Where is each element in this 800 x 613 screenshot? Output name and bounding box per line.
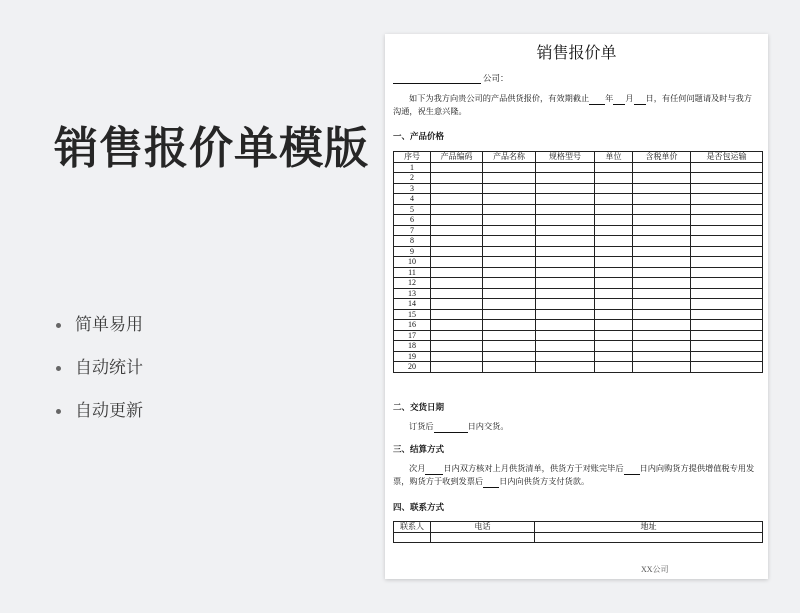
table-cell bbox=[595, 362, 633, 373]
row-number: 18 bbox=[394, 341, 431, 352]
table-cell bbox=[483, 257, 536, 268]
blank-line bbox=[613, 95, 625, 105]
table-row bbox=[394, 225, 763, 236]
table-cell bbox=[483, 299, 536, 310]
table-cell bbox=[483, 330, 536, 341]
row-number: 5 bbox=[394, 204, 431, 215]
table-row bbox=[394, 236, 763, 247]
row-number: 12 bbox=[394, 278, 431, 289]
settlement-text: 日内向购货方提供增值税专用发票，购货方于收到发票后 bbox=[393, 464, 755, 486]
table-cell bbox=[691, 362, 763, 373]
table-cell bbox=[595, 351, 633, 362]
table-cell bbox=[431, 330, 483, 341]
table-cell bbox=[633, 341, 691, 352]
table-cell bbox=[431, 246, 483, 257]
table-cell bbox=[691, 183, 763, 194]
table-cell bbox=[691, 204, 763, 215]
row-number: 6 bbox=[394, 215, 431, 226]
table-cell bbox=[691, 288, 763, 299]
table-cell bbox=[595, 288, 633, 299]
table-row bbox=[394, 257, 763, 268]
table-cell bbox=[536, 362, 595, 373]
table-cell bbox=[483, 288, 536, 299]
table-row bbox=[394, 309, 763, 320]
table-cell bbox=[595, 225, 633, 236]
table-cell bbox=[536, 257, 595, 268]
table-cell bbox=[691, 225, 763, 236]
row-number: 19 bbox=[394, 351, 431, 362]
col-header: 产品名称 bbox=[483, 152, 536, 163]
col-header: 地址 bbox=[535, 522, 763, 533]
feature-item bbox=[54, 313, 143, 356]
intro-day: 日，有任何问题请及时与我方沟通，祝生意兴隆。 bbox=[393, 94, 752, 116]
row-number: 13 bbox=[394, 288, 431, 299]
row-number: 10 bbox=[394, 257, 431, 268]
product-body bbox=[394, 162, 763, 372]
row-number: 20 bbox=[394, 362, 431, 373]
company-line bbox=[393, 72, 509, 84]
blank-line bbox=[425, 465, 443, 475]
table-cell bbox=[595, 236, 633, 247]
table-cell bbox=[536, 173, 595, 184]
section-delivery-date: 二、交货日期 bbox=[393, 402, 445, 412]
table-cell bbox=[483, 173, 536, 184]
table-cell bbox=[691, 194, 763, 205]
quote-document bbox=[385, 34, 768, 579]
table-cell bbox=[431, 351, 483, 362]
blank-line bbox=[483, 478, 499, 488]
contact-cell bbox=[431, 532, 535, 543]
table-cell bbox=[431, 225, 483, 236]
col-header: 序号 bbox=[394, 152, 431, 163]
col-header: 联系人 bbox=[394, 522, 431, 533]
table-cell bbox=[633, 204, 691, 215]
delivery-paragraph bbox=[393, 420, 758, 433]
company-blank bbox=[393, 74, 481, 84]
bullet-icon bbox=[56, 323, 61, 328]
table-cell bbox=[691, 278, 763, 289]
intro-month: 月 bbox=[625, 94, 634, 103]
table-cell bbox=[483, 351, 536, 362]
table-cell bbox=[536, 341, 595, 352]
feature-label: 自动更新 bbox=[75, 401, 143, 420]
row-number: 1 bbox=[394, 162, 431, 173]
contact-table bbox=[393, 521, 763, 543]
hero-title: 销售报价单模版 bbox=[54, 124, 369, 173]
table-cell bbox=[536, 194, 595, 205]
table-row bbox=[394, 162, 763, 173]
table-cell bbox=[431, 341, 483, 352]
table-cell bbox=[536, 246, 595, 257]
table-cell bbox=[536, 267, 595, 278]
product-table bbox=[393, 151, 763, 373]
table-cell bbox=[595, 183, 633, 194]
table-cell bbox=[633, 246, 691, 257]
table-cell bbox=[536, 320, 595, 331]
table-cell bbox=[595, 330, 633, 341]
table-row bbox=[394, 215, 763, 226]
table-cell bbox=[691, 309, 763, 320]
table-cell bbox=[595, 215, 633, 226]
table-cell bbox=[536, 299, 595, 310]
table-cell bbox=[483, 278, 536, 289]
row-number: 7 bbox=[394, 225, 431, 236]
table-cell bbox=[595, 204, 633, 215]
blank-line bbox=[434, 423, 468, 433]
table-cell bbox=[536, 204, 595, 215]
table-cell bbox=[595, 194, 633, 205]
table-cell bbox=[483, 309, 536, 320]
table-cell bbox=[633, 288, 691, 299]
table-cell bbox=[483, 194, 536, 205]
table-cell bbox=[633, 215, 691, 226]
table-cell bbox=[431, 173, 483, 184]
table-cell bbox=[691, 267, 763, 278]
table-cell bbox=[536, 351, 595, 362]
table-cell bbox=[633, 320, 691, 331]
table-cell bbox=[536, 162, 595, 173]
row-number: 11 bbox=[394, 267, 431, 278]
table-cell bbox=[431, 320, 483, 331]
section-settlement: 三、结算方式 bbox=[393, 444, 445, 454]
table-cell bbox=[431, 299, 483, 310]
table-cell bbox=[691, 173, 763, 184]
table-row bbox=[394, 204, 763, 215]
settlement-text: 日内向供货方支付货款。 bbox=[499, 477, 590, 486]
table-cell bbox=[595, 299, 633, 310]
table-cell bbox=[431, 236, 483, 247]
document-title: 销售报价单 bbox=[536, 45, 617, 62]
table-cell bbox=[633, 183, 691, 194]
intro-text: 如下为我方向贵公司的产品供货报价，有效期截止 bbox=[409, 94, 590, 103]
table-row bbox=[394, 183, 763, 194]
table-cell bbox=[431, 204, 483, 215]
table-cell bbox=[691, 162, 763, 173]
col-header: 是否包运输 bbox=[691, 152, 763, 163]
table-cell bbox=[536, 288, 595, 299]
delivery-after: 日内交货。 bbox=[467, 422, 509, 431]
table-row bbox=[394, 320, 763, 331]
table-row bbox=[394, 267, 763, 278]
table-cell bbox=[633, 225, 691, 236]
contact-row bbox=[394, 532, 763, 543]
table-cell bbox=[595, 309, 633, 320]
feature-item bbox=[54, 356, 143, 399]
col-header: 产品编码 bbox=[431, 152, 483, 163]
table-cell bbox=[431, 257, 483, 268]
feature-label: 自动统计 bbox=[75, 358, 143, 377]
table-cell bbox=[633, 309, 691, 320]
footer-company: XX公司 bbox=[641, 565, 669, 574]
table-cell bbox=[483, 215, 536, 226]
contact-cell bbox=[394, 532, 431, 543]
table-cell bbox=[691, 236, 763, 247]
table-cell bbox=[691, 341, 763, 352]
table-cell bbox=[633, 330, 691, 341]
table-cell bbox=[431, 162, 483, 173]
blank-line bbox=[589, 95, 605, 105]
row-number: 3 bbox=[394, 183, 431, 194]
table-cell bbox=[483, 246, 536, 257]
blank-line bbox=[624, 465, 640, 475]
table-cell bbox=[595, 267, 633, 278]
table-cell bbox=[595, 162, 633, 173]
table-cell bbox=[483, 236, 536, 247]
contact-header-row bbox=[394, 522, 763, 533]
feature-label: 简单易用 bbox=[75, 315, 143, 334]
table-row bbox=[394, 173, 763, 184]
table-cell bbox=[691, 246, 763, 257]
feature-list bbox=[54, 313, 143, 442]
table-cell bbox=[691, 320, 763, 331]
row-number: 14 bbox=[394, 299, 431, 310]
table-cell bbox=[691, 215, 763, 226]
table-cell bbox=[483, 341, 536, 352]
table-row bbox=[394, 288, 763, 299]
table-cell bbox=[431, 267, 483, 278]
table-cell bbox=[691, 351, 763, 362]
section-product-price: 一、产品价格 bbox=[393, 131, 445, 141]
settlement-text: 次月 bbox=[409, 464, 426, 473]
table-cell bbox=[595, 173, 633, 184]
table-row bbox=[394, 341, 763, 352]
table-row bbox=[394, 246, 763, 257]
intro-paragraph bbox=[393, 92, 758, 118]
intro-year: 年 bbox=[605, 94, 614, 103]
feature-item bbox=[54, 399, 143, 442]
table-cell bbox=[633, 362, 691, 373]
settlement-paragraph bbox=[393, 462, 758, 488]
row-number: 4 bbox=[394, 194, 431, 205]
table-cell bbox=[536, 309, 595, 320]
table-cell bbox=[483, 225, 536, 236]
blank-line bbox=[634, 95, 646, 105]
table-cell bbox=[536, 225, 595, 236]
table-cell bbox=[431, 362, 483, 373]
table-cell bbox=[595, 320, 633, 331]
table-row bbox=[394, 362, 763, 373]
table-cell bbox=[633, 299, 691, 310]
table-cell bbox=[633, 162, 691, 173]
table-cell bbox=[633, 194, 691, 205]
row-number: 16 bbox=[394, 320, 431, 331]
table-cell bbox=[536, 215, 595, 226]
table-row bbox=[394, 194, 763, 205]
table-row bbox=[394, 330, 763, 341]
table-cell bbox=[431, 278, 483, 289]
table-cell bbox=[536, 278, 595, 289]
bullet-icon bbox=[56, 366, 61, 371]
row-number: 8 bbox=[394, 236, 431, 247]
col-header: 含税单价 bbox=[633, 152, 691, 163]
section-contact: 四、联系方式 bbox=[393, 502, 445, 512]
table-cell bbox=[633, 267, 691, 278]
product-header-row bbox=[394, 152, 763, 163]
table-row bbox=[394, 299, 763, 310]
table-cell bbox=[483, 362, 536, 373]
col-header: 规格型号 bbox=[536, 152, 595, 163]
settlement-text: 日内双方核对上月供货清单，供货方于对账完毕后 bbox=[443, 464, 624, 473]
table-cell bbox=[633, 236, 691, 247]
table-cell bbox=[633, 173, 691, 184]
table-cell bbox=[431, 215, 483, 226]
col-header: 电话 bbox=[431, 522, 535, 533]
company-suffix: 公司： bbox=[483, 73, 509, 83]
table-row bbox=[394, 351, 763, 362]
table-row bbox=[394, 278, 763, 289]
col-header: 单位 bbox=[595, 152, 633, 163]
table-cell bbox=[691, 257, 763, 268]
delivery-before: 订货后 bbox=[409, 422, 434, 431]
contact-cell bbox=[535, 532, 763, 543]
table-cell bbox=[483, 162, 536, 173]
table-cell bbox=[483, 267, 536, 278]
table-cell bbox=[536, 236, 595, 247]
row-number: 17 bbox=[394, 330, 431, 341]
table-cell bbox=[431, 194, 483, 205]
table-cell bbox=[483, 204, 536, 215]
table-cell bbox=[536, 183, 595, 194]
table-cell bbox=[595, 278, 633, 289]
table-cell bbox=[431, 183, 483, 194]
table-cell bbox=[691, 299, 763, 310]
table-cell bbox=[536, 330, 595, 341]
table-cell bbox=[595, 341, 633, 352]
row-number: 15 bbox=[394, 309, 431, 320]
table-cell bbox=[483, 183, 536, 194]
table-cell bbox=[595, 246, 633, 257]
table-cell bbox=[691, 330, 763, 341]
table-cell bbox=[431, 288, 483, 299]
table-cell bbox=[595, 257, 633, 268]
row-number: 9 bbox=[394, 246, 431, 257]
bullet-icon bbox=[56, 409, 61, 414]
table-cell bbox=[483, 320, 536, 331]
row-number: 2 bbox=[394, 173, 431, 184]
table-cell bbox=[633, 351, 691, 362]
table-cell bbox=[633, 278, 691, 289]
table-cell bbox=[633, 257, 691, 268]
table-cell bbox=[431, 309, 483, 320]
